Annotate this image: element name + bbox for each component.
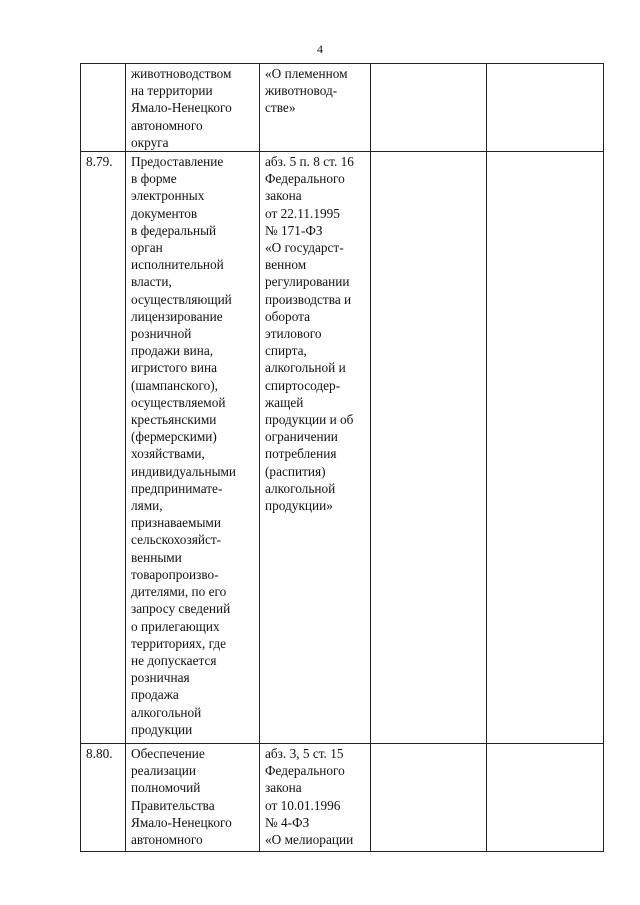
row-legal-basis: [260, 64, 371, 152]
description-line: розничной: [131, 326, 192, 342]
table-row: [81, 64, 604, 152]
basis-line: «О племенном: [265, 66, 348, 81]
description-line: округа: [131, 134, 169, 150]
row-number: 8.79.: [81, 152, 126, 744]
basis-line: потребления: [265, 446, 337, 462]
description-line: Предоставление: [131, 154, 224, 170]
row-col5: [487, 152, 604, 744]
description-line: игристого вина: [131, 360, 218, 376]
row-col5: [487, 744, 604, 852]
description-line: на территории: [131, 83, 213, 99]
basis-line: ограничении: [265, 429, 338, 445]
basis-line: закона: [265, 780, 302, 796]
basis-line: регулировании: [265, 274, 350, 290]
row-legal-basis: [260, 744, 371, 852]
basis-line: стве»: [265, 100, 296, 116]
description-line: орган: [131, 240, 163, 256]
description-line: лицензирование: [131, 308, 223, 324]
description-line: хозяйствами,: [131, 446, 205, 462]
basis-line: № 4-ФЗ: [265, 814, 310, 830]
basis-line: алкогольной и: [265, 360, 346, 376]
basis-line: Федерального: [265, 171, 345, 187]
description-line: животноводством: [131, 66, 232, 81]
row-legal-basis: [260, 152, 371, 744]
row-col4: [371, 64, 487, 152]
description-line: лями,: [131, 498, 163, 514]
description-line: полномочий: [131, 780, 201, 796]
row-col4: [371, 744, 487, 852]
legal-table: [80, 63, 604, 852]
table-row: [81, 744, 604, 852]
description-line: Обеспечение: [131, 746, 205, 762]
basis-line: «О мелиорации: [265, 832, 354, 848]
basis-line: № 171-ФЗ: [265, 222, 323, 238]
description-line: продажа: [131, 687, 179, 703]
table-row: [81, 152, 604, 744]
description-line: крестьянскими: [131, 412, 217, 428]
description-line: розничная: [131, 670, 190, 686]
basis-line: животновод-: [265, 83, 338, 99]
page-number: 4: [317, 42, 323, 56]
row-col4: [371, 152, 487, 744]
description-line: автономного: [131, 117, 203, 133]
description-line: продукции: [131, 721, 193, 737]
description-line: в форме: [131, 171, 177, 187]
description-line: венными: [131, 549, 182, 565]
description-line: осуществляющий: [131, 291, 232, 307]
description-line: товаропроизво-: [131, 566, 219, 582]
description-line: власти,: [131, 274, 172, 290]
description-line: Ямало-Ненецкого: [131, 100, 232, 116]
basis-line: абз. 5 п. 8 ст. 16: [265, 154, 354, 170]
row-number: [81, 64, 126, 152]
description-line: осуществляемой: [131, 394, 226, 410]
basis-line: абз. 3, 5 ст. 15: [265, 746, 344, 762]
description-line: о прилегающих: [131, 618, 220, 634]
basis-line: от 22.11.1995: [265, 205, 340, 221]
description-line: индивидуальными: [131, 463, 237, 479]
description-line: предпринимате-: [131, 480, 223, 496]
basis-line: спирта,: [265, 343, 307, 359]
basis-line: (распития): [265, 463, 326, 479]
row-description: [126, 744, 260, 852]
basis-line: «О государст-: [265, 240, 344, 256]
row-description: [126, 64, 260, 152]
description-line: территориях, где: [131, 635, 227, 651]
basis-line: Федерального: [265, 763, 345, 779]
basis-line: алкогольной: [265, 480, 336, 496]
description-line: не допускается: [131, 652, 217, 668]
basis-line: продукции»: [265, 498, 333, 514]
description-line: (фермерскими): [131, 429, 217, 445]
description-line: автономного: [131, 832, 203, 848]
basis-line: оборота: [265, 308, 311, 324]
basis-line: от 10.01.1996: [265, 797, 341, 813]
description-line: запросу сведений: [131, 601, 231, 617]
basis-line: продукции и об: [265, 412, 354, 428]
row-col5: [487, 64, 604, 152]
basis-line: жащей: [265, 394, 304, 410]
description-line: сельскохозяйст-: [131, 532, 222, 548]
description-line: Ямало-Ненецкого: [131, 814, 232, 830]
basis-line: производства и: [265, 291, 352, 307]
description-line: признаваемыми: [131, 515, 221, 531]
description-line: исполнительной: [131, 257, 224, 273]
description-line: реализации: [131, 763, 196, 779]
description-line: документов: [131, 205, 198, 221]
row-description: [126, 152, 260, 744]
basis-line: этилового: [265, 326, 322, 342]
basis-line: закона: [265, 188, 302, 204]
description-line: электронных: [131, 188, 205, 204]
description-line: (шампанского),: [131, 377, 218, 393]
row-number: 8.80.: [81, 744, 126, 852]
basis-line: венном: [265, 257, 307, 273]
description-line: алкогольной: [131, 704, 202, 720]
description-line: дителями, по его: [131, 584, 227, 600]
description-line: продажи вина,: [131, 343, 214, 359]
basis-line: спиртосодер-: [265, 377, 341, 393]
description-line: Правительства: [131, 797, 215, 813]
description-line: в федеральный: [131, 222, 217, 238]
